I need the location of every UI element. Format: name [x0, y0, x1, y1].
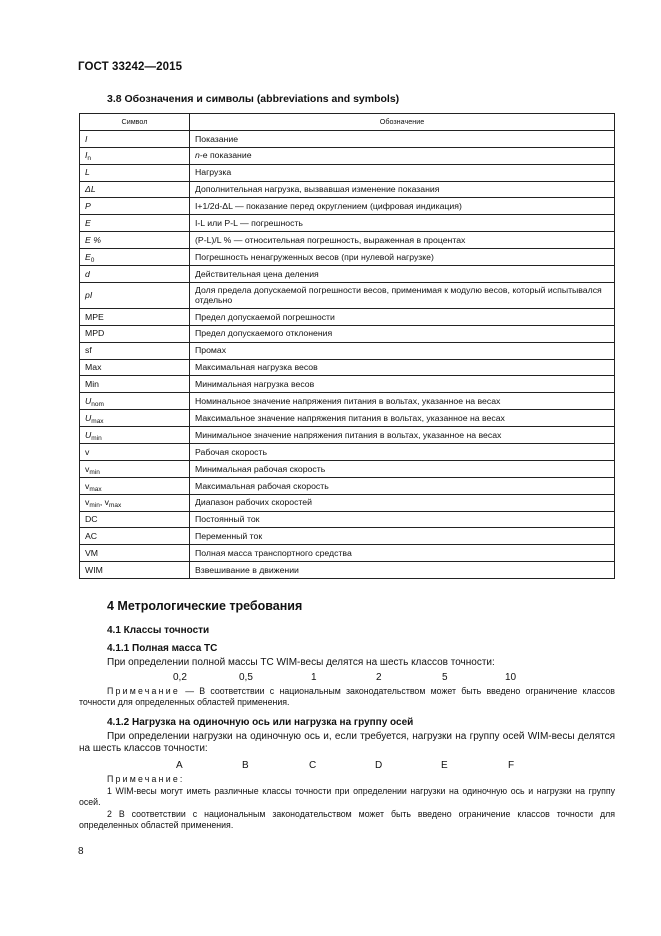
symbol-cell	[80, 215, 190, 232]
symbol-text: L	[85, 167, 90, 178]
table-row	[80, 164, 615, 181]
section-4-1-2-note-2: 2 В соответствии с национальным законодательством может быть введено ограничение классов точности для определенных областей применения.	[79, 809, 615, 830]
symbol-subscript: nom	[91, 401, 104, 409]
table-row	[80, 147, 615, 164]
symbol-cell	[80, 410, 190, 427]
symbol-text: AC	[85, 531, 98, 542]
symbol-cell	[80, 528, 190, 545]
axle-load-accuracy-classes	[0, 760, 661, 772]
meaning-italic: n	[195, 150, 200, 161]
meaning-cell	[190, 562, 615, 579]
meaning-text: Максимальная нагрузка весов	[195, 362, 318, 373]
symbol-cell	[80, 477, 190, 494]
column-header-meaning: Обозначение	[190, 114, 615, 131]
section-4-1-1-note	[79, 686, 615, 708]
symbol-subscript: n	[87, 155, 92, 163]
column-header-symbol: Символ	[80, 114, 190, 131]
table-row	[80, 528, 615, 545]
accuracy-class: 0,5	[239, 672, 253, 683]
meaning-text: Показание	[195, 133, 239, 144]
section-4-1-2-title: 4.1.2 Нагрузка на одиночную ось или нагрузка на группу осей	[107, 717, 414, 728]
meaning-text: Минимальная рабочая скорость	[195, 463, 326, 474]
note-label: Примечание	[107, 686, 180, 696]
symbol-cell	[80, 494, 190, 511]
symbol-text: I	[85, 133, 88, 144]
symbol-cell	[80, 359, 190, 376]
table-row	[80, 342, 615, 359]
gross-mass-accuracy-classes	[0, 672, 661, 684]
meaning-cell	[190, 359, 615, 376]
symbol-text: WIM	[85, 564, 103, 575]
accuracy-class: B	[242, 760, 249, 771]
symbol-text: v	[85, 463, 90, 474]
meaning-cell	[190, 460, 615, 477]
symbol-cell	[80, 342, 190, 359]
meaning-text: Предел допускаемой погрешности	[195, 311, 335, 322]
meaning-text: Дополнительная нагрузка, вызвавшая изменение показания	[195, 184, 440, 195]
table-row	[80, 130, 615, 147]
symbol-text: ΔL	[85, 184, 96, 195]
symbol-text: P	[85, 201, 91, 212]
symbol-cell	[80, 325, 190, 342]
table-row	[80, 511, 615, 528]
accuracy-class: A	[176, 760, 183, 771]
meaning-text: Действительная цена деления	[195, 268, 319, 279]
symbol-text: E	[85, 218, 91, 229]
symbol-cell	[80, 249, 190, 266]
meaning-cell	[190, 232, 615, 249]
meaning-cell	[190, 130, 615, 147]
symbol-text: Min	[85, 379, 99, 390]
meaning-text: Номинальное значение напряжения питания в вольтах, указанное на весах	[195, 396, 501, 407]
table-row	[80, 359, 615, 376]
table-row	[80, 215, 615, 232]
symbols-table-body	[80, 130, 615, 578]
meaning-text: I-L или P-L — погрешность	[195, 218, 303, 229]
meaning-cell	[190, 511, 615, 528]
symbol-cell	[80, 545, 190, 562]
meaning-text: Предел допускаемого отклонения	[195, 328, 333, 339]
symbol-text: U	[85, 412, 92, 423]
meaning-text: (P-L)/L % — относительная погрешность, выраженная в процентах	[195, 234, 466, 245]
symbol-cell	[80, 164, 190, 181]
symbol-text: MPD	[85, 328, 105, 339]
symbol-subscript: min	[89, 468, 100, 476]
symbol-cell	[80, 198, 190, 215]
symbol-text: E %	[85, 234, 101, 245]
accuracy-class: C	[309, 760, 317, 771]
table-row	[80, 427, 615, 444]
meaning-cell	[190, 494, 615, 511]
symbol-text: I	[85, 150, 88, 161]
notes-label: Примечание	[107, 774, 180, 784]
section-4-1-2-note-1: 1 WIM-весы могут иметь различные классы точности при определении нагрузки на одиночную ось и нагрузки на группу осей.	[79, 786, 615, 807]
meaning-cell	[190, 393, 615, 410]
meaning-cell	[190, 164, 615, 181]
table-row	[80, 477, 615, 494]
section-3-8-title: 3.8 Обозначения и символы (abbreviations and symbols)	[107, 93, 400, 105]
meaning-text: Диапазон рабочих скоростей	[195, 497, 312, 508]
symbol-cell	[80, 282, 190, 308]
symbol-text: v	[85, 497, 90, 508]
accuracy-class: 0,2	[173, 672, 187, 683]
meaning-text: Нагрузка	[195, 167, 232, 178]
symbol-cell	[80, 147, 190, 164]
meaning-cell	[190, 198, 615, 215]
symbol-text-2: , v	[99, 497, 109, 508]
table-row	[80, 494, 615, 511]
symbol-text: U	[85, 429, 92, 440]
symbol-text: pI	[85, 290, 93, 301]
meaning-text: Рабочая скорость	[195, 446, 268, 457]
symbol-cell	[80, 511, 190, 528]
symbol-cell	[80, 427, 190, 444]
symbol-subscript: min	[91, 434, 102, 442]
section-4-1-1-text: При определении полной массы ТС WIM-весы делятся на шесть классов точности:	[107, 657, 495, 668]
symbol-text: v	[85, 446, 90, 457]
meaning-text: Промах	[195, 345, 227, 356]
meaning-text: Взвешивание в движении	[195, 564, 299, 575]
symbol-subscript: max	[91, 417, 104, 425]
meaning-text: Минимальное значение напряжения питания в вольтах, указанное на весах	[195, 429, 502, 440]
page-number: 8	[78, 846, 84, 857]
accuracy-class: 1	[311, 672, 317, 683]
symbol-subscript: min	[89, 502, 100, 510]
table-row	[80, 460, 615, 477]
symbol-cell	[80, 460, 190, 477]
table-row	[80, 181, 615, 198]
table-row	[80, 232, 615, 249]
symbol-text: MPE	[85, 311, 104, 322]
symbol-text: U	[85, 396, 92, 407]
meaning-text: Доля предела допускаемой погрешности весов, применимая к модулю весов, который испытывался отдельно	[195, 284, 602, 306]
table-row	[80, 393, 615, 410]
meaning-cell	[190, 545, 615, 562]
symbol-text: v	[85, 480, 90, 491]
symbol-cell	[80, 181, 190, 198]
symbol-subscript: max	[89, 485, 102, 493]
symbol-text: DC	[85, 514, 98, 525]
table-row	[80, 249, 615, 266]
symbol-cell	[80, 266, 190, 283]
meaning-cell	[190, 181, 615, 198]
meaning-cell	[190, 308, 615, 325]
meaning-cell	[190, 215, 615, 232]
symbol-cell	[80, 444, 190, 461]
symbol-text: sf	[85, 345, 92, 356]
symbols-table	[79, 113, 615, 579]
table-row	[80, 444, 615, 461]
meaning-cell	[190, 266, 615, 283]
note-text: — В соответствии с национальным законодательством может быть введено ограничение классов точности для определенных областей применения.	[79, 686, 615, 707]
table-row	[80, 545, 615, 562]
symbol-subscript-2: max	[109, 502, 122, 510]
meaning-cell	[190, 410, 615, 427]
symbol-text: E	[85, 251, 91, 262]
accuracy-class: 5	[442, 672, 448, 683]
table-row	[80, 266, 615, 283]
meaning-text: Постоянный ток	[195, 514, 260, 525]
section-4-1-1-title: 4.1.1 Полная масса ТС	[107, 643, 218, 654]
accuracy-class: F	[508, 760, 515, 771]
meaning-text: -е показание	[199, 150, 252, 161]
meaning-cell	[190, 427, 615, 444]
table-row	[80, 308, 615, 325]
table-row	[80, 410, 615, 427]
accuracy-class: 2	[376, 672, 382, 683]
meaning-text: Минимальная нагрузка весов	[195, 379, 315, 390]
accuracy-class: D	[375, 760, 383, 771]
meaning-text: Полная масса транспортного средства	[195, 548, 352, 559]
table-row	[80, 376, 615, 393]
section-4-1-title: 4.1 Классы точности	[107, 625, 210, 636]
meaning-text: Погрешность ненагруженных весов (при нулевой нагрузке)	[195, 251, 434, 262]
meaning-cell	[190, 444, 615, 461]
symbol-cell	[80, 232, 190, 249]
meaning-cell	[190, 477, 615, 494]
symbol-cell	[80, 308, 190, 325]
symbol-cell	[80, 393, 190, 410]
meaning-text: Максимальная рабочая скорость	[195, 480, 329, 491]
table-row	[80, 198, 615, 215]
meaning-cell	[190, 282, 615, 308]
section-4-1-2-notes-label	[79, 774, 615, 785]
meaning-text: Максимальное значение напряжения питания в вольтах, указанное на весах	[195, 412, 505, 423]
meaning-cell	[190, 147, 615, 164]
symbol-cell	[80, 130, 190, 147]
table-row	[80, 282, 615, 308]
meaning-cell	[190, 249, 615, 266]
accuracy-class: 10	[505, 672, 517, 683]
notes-label-colon: :	[179, 774, 183, 784]
symbol-cell	[80, 376, 190, 393]
meaning-cell	[190, 376, 615, 393]
symbol-subscript: 0	[90, 256, 95, 264]
section-4-title: 4 Метрологические требования	[107, 599, 303, 613]
table-header-row	[80, 114, 615, 131]
standard-header: ГОСТ 33242—2015	[78, 61, 183, 73]
meaning-cell	[190, 528, 615, 545]
table-row	[80, 325, 615, 342]
meaning-text: I+1/2d-ΔL — показание перед округлением (цифровая индикация)	[195, 201, 462, 212]
symbol-text: Max	[85, 362, 102, 373]
accuracy-class: E	[441, 760, 448, 771]
symbol-text: VM	[85, 548, 99, 559]
meaning-cell	[190, 325, 615, 342]
table-row	[80, 562, 615, 579]
section-4-1-2-text: При определении нагрузки на одиночную ось и, если требуется, нагрузки на группу осей WIM-весы делятся на шесть классов точности:	[79, 731, 615, 754]
symbol-cell	[80, 562, 190, 579]
meaning-text: Переменный ток	[195, 531, 263, 542]
meaning-cell	[190, 342, 615, 359]
symbol-text: d	[85, 268, 90, 279]
